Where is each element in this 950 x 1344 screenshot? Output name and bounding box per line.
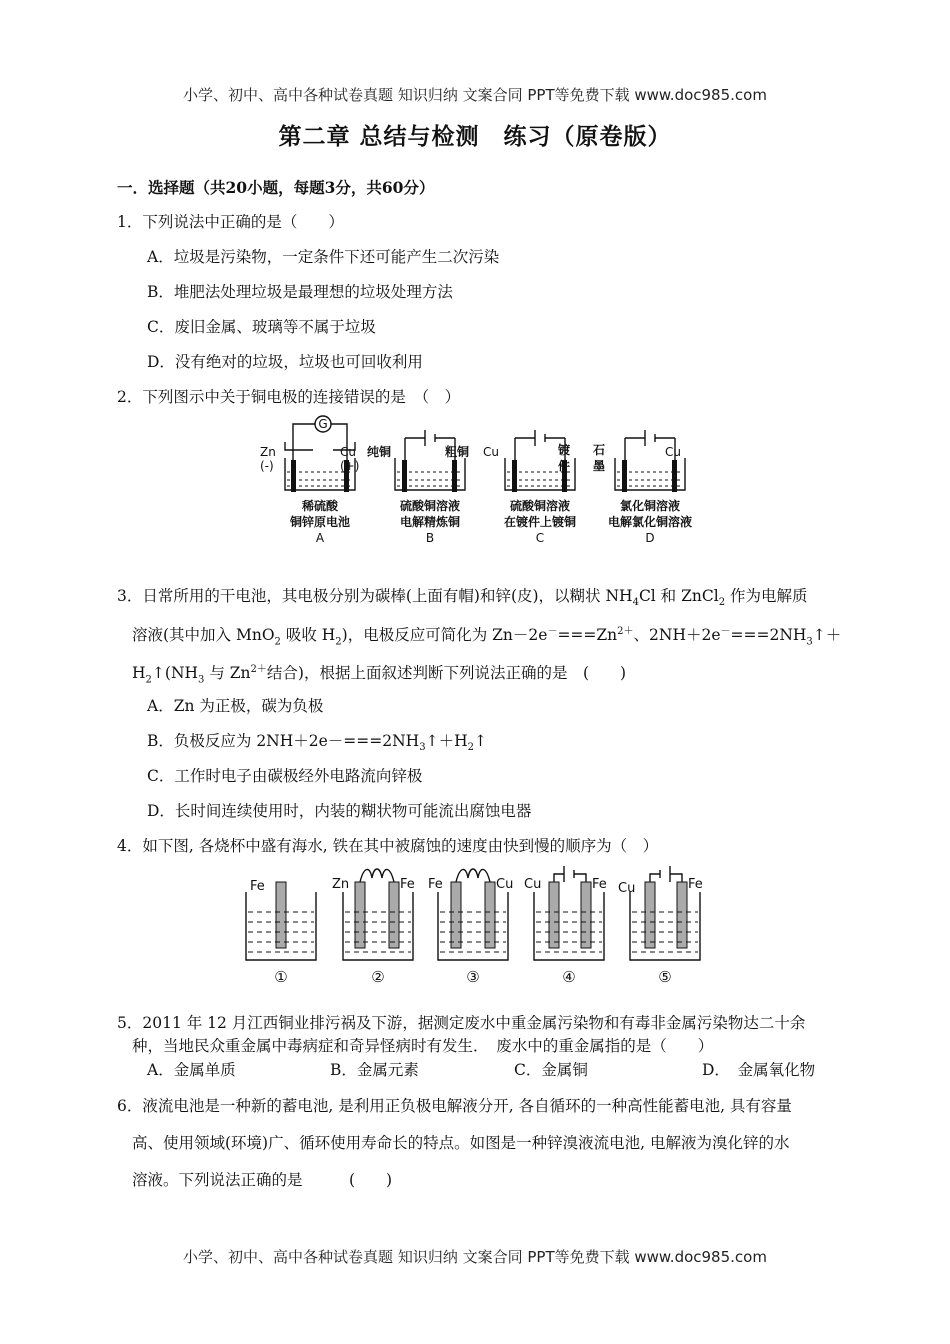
svg-text:Fe: Fe	[688, 877, 703, 892]
svg-text:镀: 镀	[558, 443, 571, 457]
svg-text:(+): (+)	[340, 459, 360, 473]
q1-stem: 1．下列说法中正确的是（ ）	[117, 213, 344, 231]
q1-option-a: A．垃圾是污染物，一定条件下还可能产生二次污染	[147, 248, 500, 266]
q1-option-b: B．堆肥法处理垃圾是最理想的垃圾处理方法	[147, 283, 453, 301]
svg-text:Fe: Fe	[592, 877, 607, 892]
svg-text:硫酸铜溶液: 硫酸铜溶液	[509, 499, 571, 513]
svg-text:Cu: Cu	[483, 445, 499, 459]
galvanometer-label: G	[318, 417, 328, 431]
q5-line-1: 5．2011 年 12 月江西铜业排污祸及下游，据测定废水中重金属污染物和有毒非金属污染物达二十余	[117, 1014, 806, 1032]
svg-text:粗铜: 粗铜	[445, 445, 470, 459]
svg-text:Cu: Cu	[665, 445, 681, 459]
svg-text:Fe: Fe	[250, 879, 265, 894]
svg-text:C: C	[535, 531, 545, 545]
q3-option-d: D．长时间连续使用时，内装的糊状物可能流出腐蚀电器	[147, 802, 532, 820]
svg-text:B: B	[425, 531, 435, 545]
svg-text:件: 件	[558, 459, 571, 473]
q4-corrosion-figure	[238, 860, 718, 990]
q2-electrode-figure	[255, 410, 695, 550]
svg-text:②: ②	[371, 968, 385, 986]
svg-text:Zn: Zn	[332, 877, 350, 892]
svg-text:Cu: Cu	[496, 877, 514, 892]
svg-text:电解氯化铜溶液: 电解氯化铜溶液	[607, 515, 693, 529]
svg-text:硫酸铜溶液: 硫酸铜溶液	[399, 499, 461, 513]
q3-line-2: 溶液(其中加入 MnO$_2$ 吸收 $H_2$)，电极反应可简化为 $Zn-2e^-===Zn^{2+}$、$2NH+2e^-===2NH_3↑+$	[132, 626, 842, 648]
svg-text:①: ①	[274, 968, 288, 986]
svg-text:稀硫酸: 稀硫酸	[301, 499, 339, 513]
svg-text:Fe: Fe	[400, 877, 415, 892]
svg-text:氯化铜溶液: 氯化铜溶液	[619, 499, 681, 513]
page-footer: 小学、初中、高中各种试卷真题 知识归纳 文案合同 PPT等免费下载 www.doc985.com	[183, 1248, 767, 1266]
section-heading: 一．选择题（共20小题，每题3分，共60分）	[117, 178, 435, 197]
page-header: 小学、初中、高中各种试卷真题 知识归纳 文案合同 PPT等免费下载 www.doc985.com	[183, 86, 767, 104]
q4-stem: 4．如下图, 各烧杯中盛有海水, 铁在其中被腐蚀的速度由快到慢的顺序为（ ）	[117, 837, 659, 855]
q5-option-d: D． 金属氧化物	[702, 1061, 816, 1079]
q6-line-2: 高、使用领域(环境)广、循环使用寿命长的特点。如图是一种锌溴液流电池, 电解液为溴化锌的水	[132, 1134, 790, 1152]
q3-option-c: C．工作时电子由碳极经外电路流向锌极	[147, 767, 423, 785]
q5-option-b: B．金属元素	[330, 1061, 419, 1079]
svg-text:Cu: Cu	[524, 877, 542, 892]
svg-text:石: 石	[593, 443, 606, 457]
q3-option-a: A．Zn 为正极，碳为负极	[147, 697, 324, 715]
q3-option-b: B．负极反应为 $2NH+2e-===2NH_3↑+H_2↑$	[147, 732, 487, 754]
q1-option-d: D．没有绝对的垃圾，垃圾也可回收利用	[147, 353, 423, 371]
q3-line-3: $H_2↑(NH_3$ 与 $Zn^{2+}$结合)，根据上面叙述判断下列说法正确的是 ( )	[132, 664, 627, 686]
svg-text:⑤: ⑤	[658, 968, 672, 986]
q5-option-a: A．金属单质	[147, 1061, 236, 1079]
svg-text:铜锌原电池: 铜锌原电池	[289, 515, 351, 529]
q6-line-1: 6．液流电池是一种新的蓄电池, 是利用正负极电解液分开, 各自循环的一种高性能蓄电池, 具有容量	[117, 1097, 792, 1115]
svg-text:Cu: Cu	[618, 881, 636, 896]
q3-line-1: 3．日常所用的干电池，其电极分别为碳棒(上面有帽)和锌(皮)，以糊状 $NH_4Cl$ 和 ZnCl$_2$ 作为电解质	[117, 587, 808, 609]
svg-text:④: ④	[562, 968, 576, 986]
svg-text:在镀件上镀铜: 在镀件上镀铜	[503, 515, 577, 529]
svg-text:Fe: Fe	[428, 877, 443, 892]
svg-text:墨: 墨	[593, 459, 606, 473]
q5-line-2: 种，当地民众重金属中毒病症和奇异怪病时有发生． 废水中的重金属指的是（ ）	[132, 1037, 714, 1055]
svg-text:D: D	[645, 531, 655, 545]
svg-text:A: A	[315, 531, 325, 545]
svg-text:Zn: Zn	[260, 445, 276, 459]
q2-stem: 2．下列图示中关于铜电极的连接错误的是 （ ）	[117, 388, 461, 406]
page-title: 第二章 总结与检测 练习（原卷版）	[278, 123, 672, 150]
svg-text:③: ③	[466, 968, 480, 986]
svg-text:纯铜: 纯铜	[367, 445, 392, 459]
svg-text:Cu: Cu	[340, 445, 356, 459]
q6-line-3: 溶液。下列说法正确的是 ( )	[132, 1171, 393, 1189]
q5-option-c: C．金属铜	[514, 1061, 588, 1079]
svg-text:(-): (-)	[260, 459, 274, 473]
q1-option-c: C．废旧金属、玻璃等不属于垃圾	[147, 318, 376, 336]
svg-text:电解精炼铜: 电解精炼铜	[399, 515, 461, 529]
